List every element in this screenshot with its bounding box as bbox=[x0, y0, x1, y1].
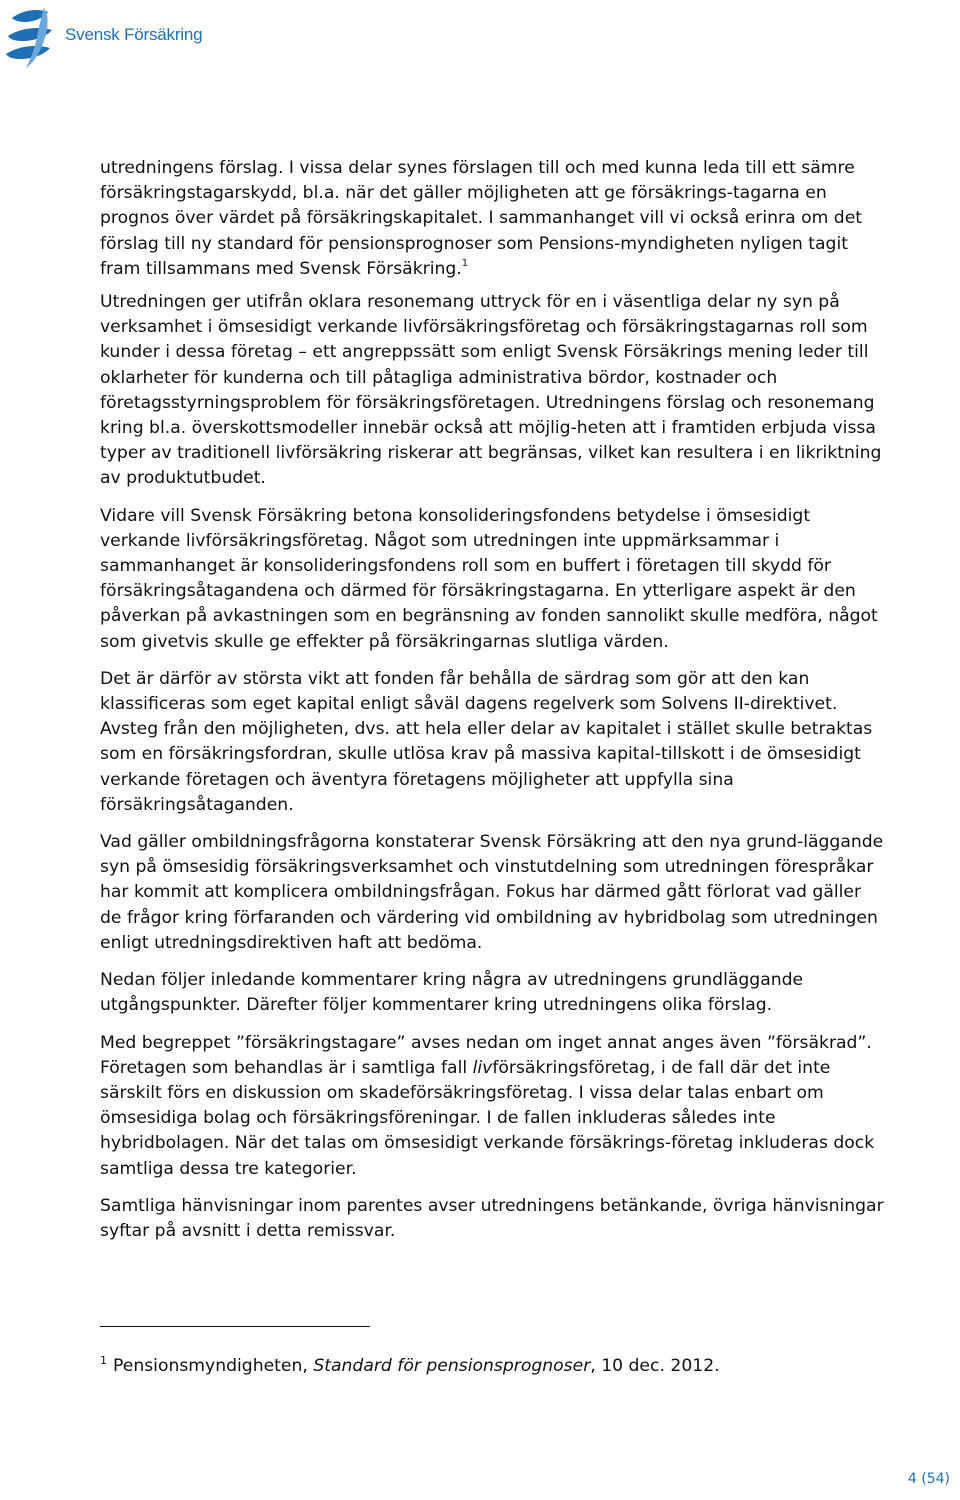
footnote bbox=[100, 1348, 720, 1379]
paragraph-text: Med begreppet ”försäkringstagare” avses nedan om inget annat anges även ”försäkrad”. Företagen som behandlas är i samtliga fall bbox=[100, 1032, 872, 1078]
footnote-text: , 10 dec. 2012. bbox=[590, 1356, 720, 1376]
footnote-number: 1 bbox=[100, 1354, 107, 1367]
footnote-text: Pensionsmyndigheten, bbox=[113, 1356, 314, 1376]
logo-text: Svensk Försäkring bbox=[65, 25, 203, 44]
paragraph: Nedan följer inledande kommentarer kring några av utredningens grundläggande utgångspunkter. Därefter följer kommentarer kring utredningens olika förslag. bbox=[100, 970, 804, 1016]
paragraph: Det är därför av största vikt att fonden får behålla de särdrag som gör att den kan klassificeras som eget kapital enligt såväl dagens regelverk som Solvens II-direktivet. Avsteg från den möjligheten, dvs. att hela eller delar av kapitalet i stället skulle betraktas som en försäkringsfordran, skulle utlösa krav på massiva kapital-tillskott i de ömsesidigt verkande företagen och äventyra företagens möjligheter att uppfylla sina försäkringsåtaganden. bbox=[100, 668, 873, 815]
paragraph bbox=[100, 1031, 886, 1182]
footnote-divider bbox=[100, 1326, 370, 1327]
header-logo bbox=[4, 4, 202, 70]
paragraph-text: försäkringsföretag, i de fall där det inte särskilt förs en diskussion om skadeförsäkringsföretag. I vissa delar talas enbart om ömsesidiga bolag och försäkringsföreningar. I de fallen inkluderas således inte hybridbolagen. När det talas om ömsesidigt verkande försäkrings-företag inkluderas dock samtliga dessa tre kategorier. bbox=[100, 1057, 875, 1179]
paragraph: Vad gäller ombildningsfrågorna konstaterar Svensk Försäkring att den nya grund-läggande syn på ömsesidig försäkringsverksamhet och vinstutdelning som utredningen förespråkar har kommit att komplicera ombildningsfrågan. Fokus har därmed gått förlorat vad gäller de frågor kring förfaranden och värdering vid ombildning av hybridbolag som utredningen enligt utredningsdirektiven haft att bedöma. bbox=[100, 832, 884, 953]
footnote-ref: 1 bbox=[461, 257, 469, 269]
footnote-italic-text: Standard för pensionsprognoser bbox=[313, 1356, 591, 1376]
document-body bbox=[100, 156, 886, 1256]
paragraph: Utredningen ger utifrån oklara resonemang uttryck för en i väsentliga delar ny syn på verksamhet i ömsesidigt verkande livförsäkringsföretag och försäkringstagarnas roll som kunder i dessa företag – ett angreppssätt som enligt Svensk Försäkrings mening leder till oklarheter för kunderna och till påtagliga administrativa bördor, kostnader och företagsstyrningsproblem för försäkringsföretagen. Utredningens förslag och resonemang kring bl.a. överskottsmodeller innebär också att möjlig-heten att i framtiden erbjuda vissa typer av traditionell livförsäkring riskerar att begränsas, vilket kan resultera i en likriktning av produktutbudet. bbox=[100, 292, 882, 489]
paragraph-italic-text: liv bbox=[472, 1057, 493, 1078]
paragraph-text: utredningens förslag. I vissa delar synes förslagen till och med kunna leda till ett sämre försäkringstagarskydd, bl.a. när det gäller möjligheten att ge försäkrings-tagarna en prognos över värdet på försäkringskapitalet. I sammanhanget vill vi också erinra om det förslag till ny standard för pensionsprognoser som Pensions-myndigheten nyligen tagit fram tillsammans med Svensk Försäkring. bbox=[100, 158, 863, 279]
svensk-forsakring-logo-icon bbox=[4, 6, 62, 68]
page-number: 4 (54) bbox=[907, 1471, 950, 1487]
paragraph: Vidare vill Svensk Försäkring betona konsolideringsfondens betydelse i ömsesidigt verkande livförsäkringsföretag. Något som utredningen inte uppmärksammar i sammanhanget är konsolideringsfondens roll som en buffert i företagen till skydd för försäkringsåtagandena och därmed för försäkringstagarna. En ytterligare aspekt är den påverkan på avkastningen som en begränsning av fonden sannolikt skulle medföra, något som givetvis skulle ge effekter på försäkringarnas slutliga värden. bbox=[100, 505, 878, 652]
paragraph: Samtliga hänvisningar inom parentes avser utredningens betänkande, övriga hänvisningar syftar på avsnitt i detta remissvar. bbox=[100, 1195, 884, 1241]
paragraph bbox=[100, 156, 886, 282]
